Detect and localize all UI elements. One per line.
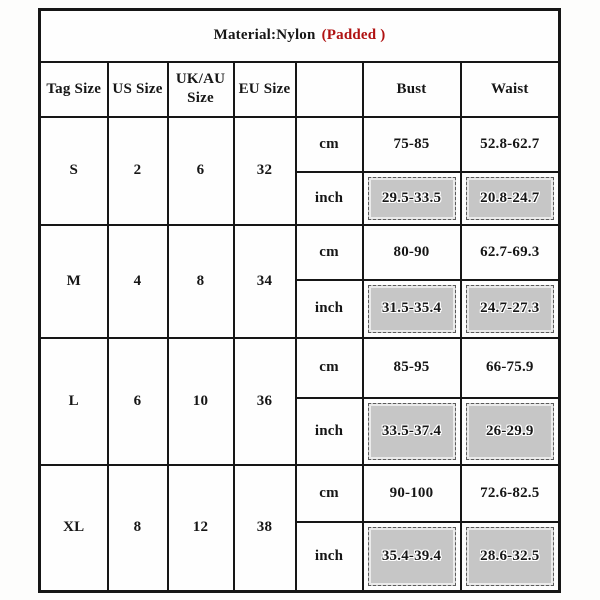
- waist-inch-cell: [461, 280, 560, 338]
- waist-cm-value: 52.8-62.7: [461, 117, 560, 172]
- bust-inch-value: 31.5-35.4: [381, 300, 442, 316]
- ukau-size-value: 8: [168, 225, 234, 338]
- padded-label: (Padded ): [321, 27, 386, 44]
- header-us-size: US Size: [108, 62, 168, 117]
- unit-cm-label: cm: [296, 225, 363, 280]
- highlight-box: [466, 527, 555, 587]
- table-row: [40, 117, 560, 172]
- waist-inch-value: 28.6-32.5: [480, 547, 540, 564]
- highlight-box: [368, 527, 456, 587]
- bust-inch-cell: [363, 398, 461, 465]
- table-row: [40, 465, 560, 522]
- bust-inch-cell: [363, 522, 461, 592]
- bust-cm-value: 85-95: [363, 338, 461, 398]
- unit-inch-label: inch: [296, 398, 363, 465]
- table-row: [40, 338, 560, 398]
- tag-size-value: L: [40, 338, 108, 465]
- highlight-box: [368, 285, 456, 333]
- header-unit-empty: [296, 62, 363, 117]
- bust-inch-cell: [363, 280, 461, 338]
- unit-inch-label: inch: [296, 280, 363, 338]
- unit-inch-label: inch: [296, 522, 363, 592]
- header-eu-size: EU Size: [234, 62, 296, 117]
- waist-inch-cell: [461, 398, 560, 465]
- waist-cm-value: 72.6-82.5: [461, 465, 560, 522]
- header-waist: Waist: [461, 62, 560, 117]
- eu-size-value: 38: [234, 465, 296, 592]
- bust-inch-value: 35.4-39.4: [381, 547, 442, 564]
- unit-cm-label: cm: [296, 338, 363, 398]
- header-ukau-size: UK/AU Size: [168, 62, 234, 117]
- highlight-box: [466, 177, 555, 220]
- us-size-value: 8: [108, 465, 168, 592]
- eu-size-value: 36: [234, 338, 296, 465]
- waist-inch-cell: [461, 172, 560, 225]
- ukau-size-value: 6: [168, 117, 234, 225]
- tag-size-value: XL: [40, 465, 108, 592]
- unit-inch-label: inch: [296, 172, 363, 225]
- highlight-box: [368, 403, 456, 460]
- material-label: Material:Nylon: [213, 27, 316, 44]
- bust-cm-value: 90-100: [363, 465, 461, 522]
- tag-size-value: M: [40, 225, 108, 338]
- highlight-box: [368, 177, 456, 220]
- bust-inch-value: 29.5-33.5: [381, 189, 442, 206]
- us-size-value: 4: [108, 225, 168, 338]
- waist-cm-value: 66-75.9: [461, 338, 560, 398]
- table-title: [40, 10, 560, 62]
- ukau-size-value: 12: [168, 465, 234, 592]
- size-chart-table: [38, 8, 561, 593]
- ukau-size-value: 10: [168, 338, 234, 465]
- eu-size-value: 32: [234, 117, 296, 225]
- bust-cm-value: 80-90: [363, 225, 461, 280]
- us-size-value: 6: [108, 338, 168, 465]
- table-row: [40, 225, 560, 280]
- unit-cm-label: cm: [296, 465, 363, 522]
- bust-cm-value: 75-85: [363, 117, 461, 172]
- waist-cm-value: 62.7-69.3: [461, 225, 560, 280]
- bust-inch-cell: [363, 172, 461, 225]
- tag-size-value: S: [40, 117, 108, 225]
- waist-inch-value: 26-29.9: [485, 422, 534, 439]
- waist-inch-value: 20.8-24.7: [480, 189, 540, 206]
- header-tag-size: Tag Size: [40, 62, 108, 117]
- highlight-box: [466, 285, 555, 333]
- bust-inch-value: 33.5-37.4: [381, 422, 442, 439]
- header-bust: Bust: [363, 62, 461, 117]
- highlight-box: [466, 403, 555, 460]
- unit-cm-label: cm: [296, 117, 363, 172]
- waist-inch-cell: [461, 522, 560, 592]
- us-size-value: 2: [108, 117, 168, 225]
- waist-inch-value: 24.7-27.3: [480, 300, 540, 316]
- eu-size-value: 34: [234, 225, 296, 338]
